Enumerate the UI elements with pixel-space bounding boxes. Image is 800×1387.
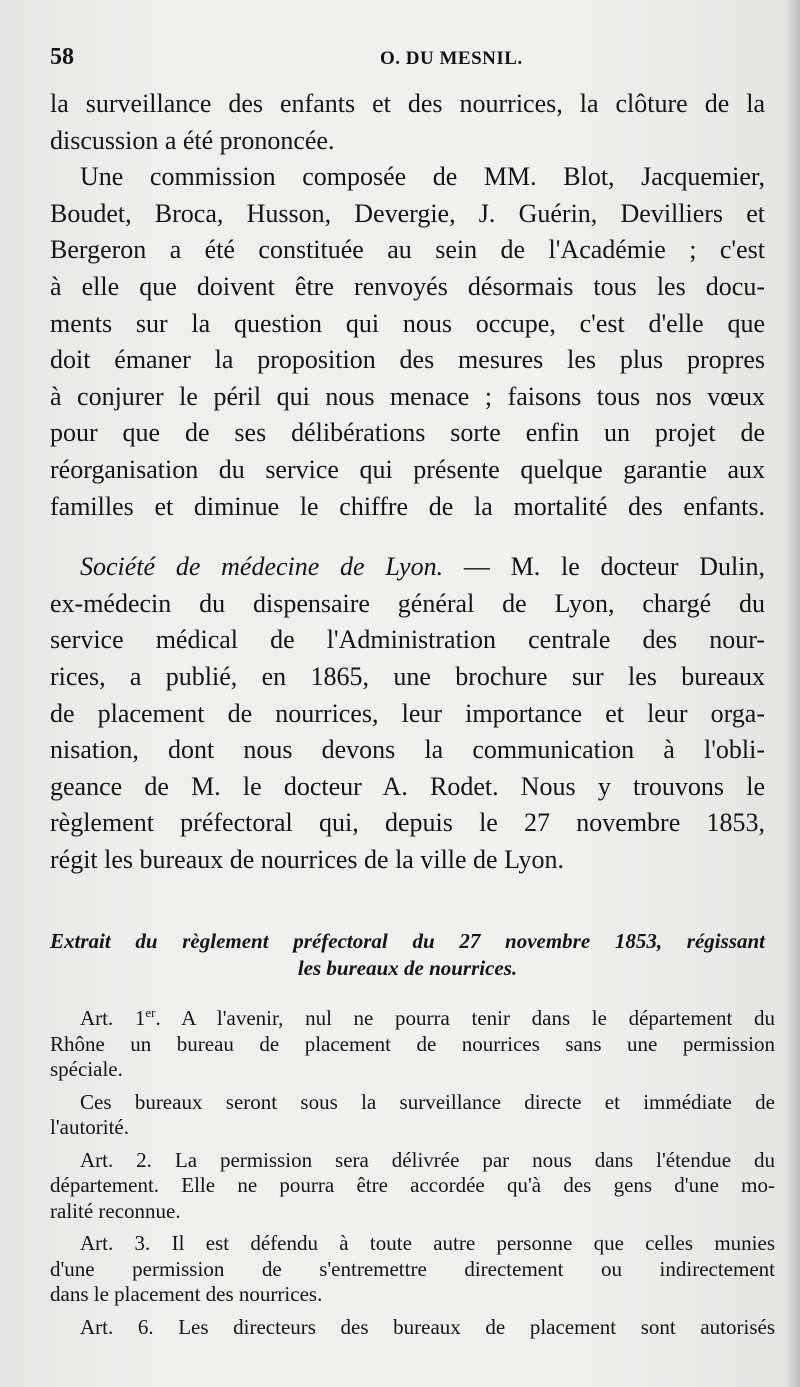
text-line: à conjurer le péril qui nous menace ; faisons tous nos vœux [50, 381, 765, 411]
text-line: l'autorité. [50, 1115, 130, 1139]
text-line: réorganisation du service qui présente quelque garantie aux [50, 454, 765, 484]
article-label: Art. 1 [80, 1006, 146, 1030]
text-line: pour que de ses délibérations sorte enfin un projet de [50, 418, 765, 448]
text-line: service médical de l'Administration centrale des nour- [50, 625, 765, 655]
society-name: Société de médecine de Lyon. [80, 552, 444, 582]
text-line: doit émaner la proposition des mesures les plus propres [50, 345, 765, 375]
text-line: ralité reconnue. [50, 1198, 181, 1223]
text-line: ments sur la question qui nous occupe, c'est d'elle que [50, 308, 765, 338]
text-line: Une commission composée de MM. Blot, Jacquemier, [80, 162, 765, 192]
text-line: Art. 3. Il est défendu à toute autre personne que celles munies [80, 1231, 775, 1255]
text-line: familles et diminue le chiffre de la mortalité des enfants. [50, 491, 765, 521]
page-number: 58 [50, 44, 74, 70]
text-line: Rhône un bureau de placement de nourrices sans une permission [50, 1031, 775, 1056]
text-line: Art. 6. Les directeurs des bureaux de placement sont autorisés [80, 1314, 775, 1339]
text-line: rices, a publié, en 1865, une brochure sur les bureaux [50, 661, 765, 691]
text-line: geance de M. le docteur A. Rodet. Nous y trouvons le [50, 771, 765, 801]
running-head: O. DU MESNIL. [380, 48, 523, 69]
text-fragment: — M. le docteur Dulin, [463, 552, 765, 582]
text-line: Ces bureaux seront sous la surveillance directe et immédiate de [80, 1089, 775, 1114]
article-1 [50, 1000, 775, 1083]
text-line: régit les bureaux de nourrices de la ville de Lyon. [50, 844, 565, 874]
text-line [50, 1000, 775, 1032]
paragraph-gap [50, 525, 765, 549]
text-line: Art. 2. La permission sera délivrée par nous dans l'étendue du [80, 1147, 775, 1172]
text-line: la surveillance des enfants et des nourrices, la clôture de la [50, 89, 765, 118]
text-line [50, 549, 765, 586]
excerpt-title-line: les bureaux de nourrices. [297, 956, 518, 980]
text-line: ex-médecin du dispensaire général de Lyon, chargé du [50, 588, 765, 618]
article-6 [50, 1315, 775, 1341]
article-ordinal: er [145, 1005, 156, 1020]
article-3 [50, 1231, 775, 1308]
excerpt-title-line: Extrait du règlement préfectoral du 27 novembre 1853, régissant [50, 929, 765, 953]
text-fragment: . A l'avenir, nul ne pourra tenir dans le département du [155, 1006, 776, 1030]
regulation-articles [50, 1000, 775, 1347]
text-line: Boudet, Broca, Husson, Devergie, J. Guérin, Devilliers et [50, 198, 765, 228]
article-2 [50, 1148, 775, 1225]
text-line: Bergeron a été constituée au sein de l'Académie ; c'est [50, 235, 765, 265]
text-line: dans le placement des nourrices. [50, 1282, 323, 1306]
excerpt-title [50, 928, 765, 982]
text-line: à elle que doivent être renvoyés désormais tous les docu- [50, 271, 765, 301]
text-line: discussion a été prononcée. [50, 125, 335, 155]
text-line: de placement de nourrices, leur importance et leur orga- [50, 698, 765, 728]
main-text [50, 86, 765, 878]
text-line: nisation, dont nous devons la communication à l'obli- [50, 735, 765, 765]
page-edge-shadow [786, 0, 800, 1387]
page-header [50, 44, 765, 84]
article-1-continued [50, 1090, 775, 1141]
text-line: d'une permission de s'entremettre directement ou indirectement [50, 1256, 775, 1281]
text-line: règlement préfectoral qui, depuis le 27 novembre 1853, [50, 808, 765, 838]
text-line: département. Elle ne pourra être accordée qu'à des gens d'une mo- [50, 1173, 775, 1197]
text-line: spéciale. [50, 1057, 123, 1081]
